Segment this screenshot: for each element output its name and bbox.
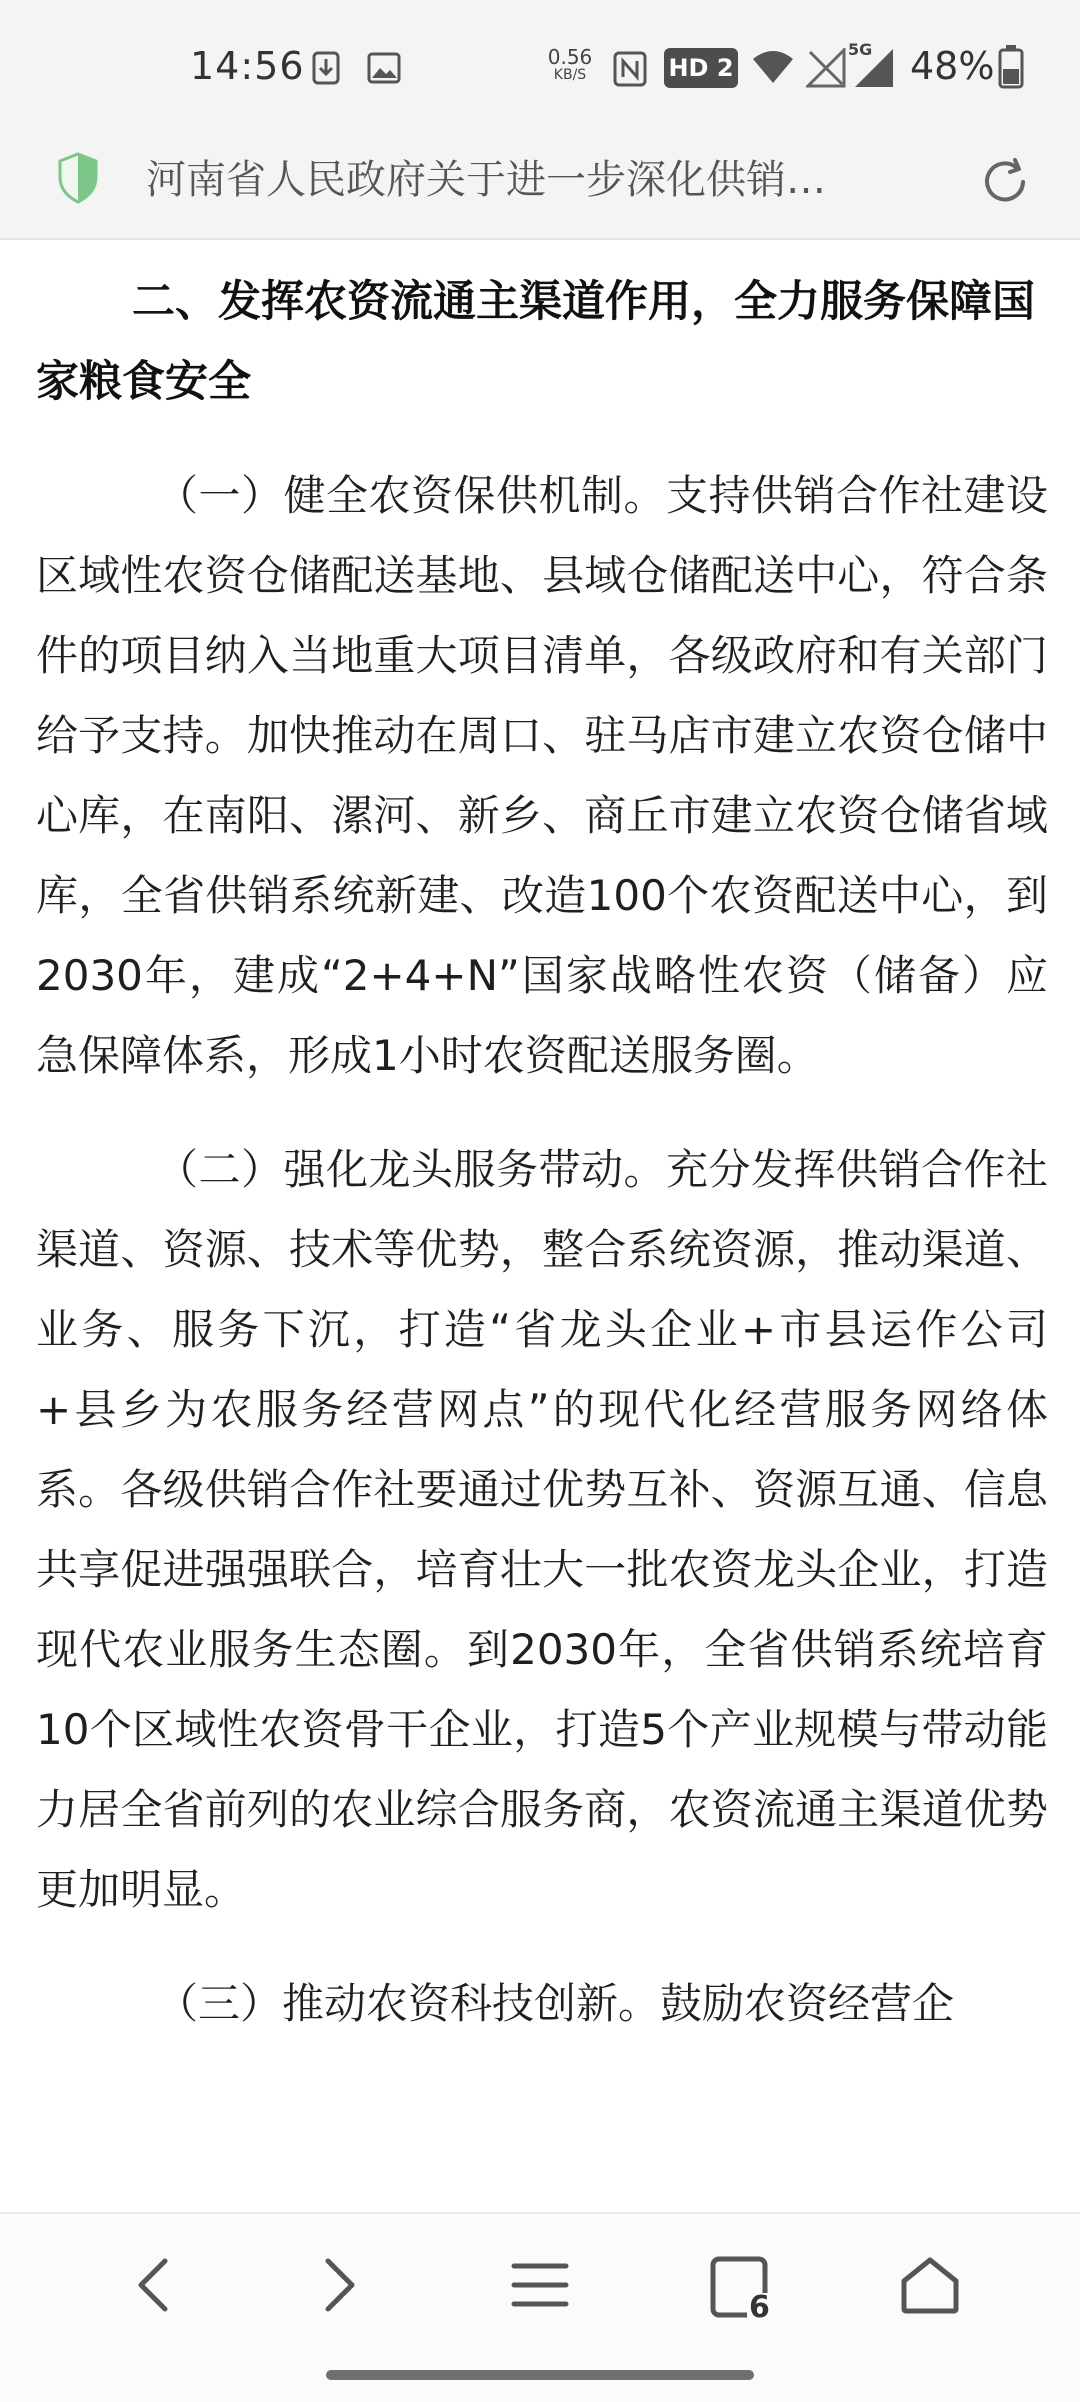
forward-arrow-icon <box>320 2255 360 2319</box>
tabs-button[interactable] <box>697 2242 787 2332</box>
page-title[interactable]: 河南省人民政府关于进一步深化供销… <box>146 157 826 203</box>
section-heading: 二、发挥农资流通主渠道作用，全力服务保障国家粮食安全 <box>36 277 1035 407</box>
forward-button[interactable] <box>295 2242 385 2332</box>
hd-badge: HD 2 <box>664 48 738 88</box>
battery-percent: 48% <box>910 44 995 88</box>
status-bar <box>0 0 1080 130</box>
back-arrow-icon <box>133 2255 173 2319</box>
paragraph-2: （二）强化龙头服务带动。充分发挥供销合作社渠道、资源、技术等优势，整合系统资源，推动渠道、业务、服务下沉，打造“省龙头企业+市县运作公司+县乡为农服务经营网点”的现代化经营服务网络体系。各级供销合作社要通过优势互补、资源互通、信息共享促进强强联合，培育壮大一批农资龙头企业，打造现代农业服务生态圈。到2030年，全省供销系统培育10个区域性农资骨干企业，打造5个产业规模与带动能力居全省前列的农业综合服务商，农资流通主渠道优势更加明显。 <box>36 1145 1048 1914</box>
battery-icon <box>996 42 1026 92</box>
back-button[interactable] <box>108 2242 198 2332</box>
menu-icon <box>510 2260 570 2314</box>
signal-no-service-icon <box>804 46 848 90</box>
shield-icon[interactable] <box>54 148 102 208</box>
download-icon <box>308 48 344 88</box>
menu-button[interactable] <box>495 2242 585 2332</box>
tabs-icon <box>707 2255 777 2325</box>
paragraph-1: （一）健全农资保供机制。支持供销合作社建设区域性农资仓储配送基地、县域仓储配送中心，符合条件的项目纳入当地重大项目清单，各级政府和有关部门给予支持。加快推动在周口、驻马店市建立农资仓储中心库，在南阳、漯河、新乡、商丘市建立农资仓储省域库，全省供销系统新建、改造100个农资配送中心，到2030年，建成“2+4+N”国家战略性农资（储备）应急保障体系，形成1小时农资配送服务圈。 <box>36 471 1048 1080</box>
wifi-icon <box>750 46 796 88</box>
home-icon <box>898 2255 962 2319</box>
signal-5g-label: 5G <box>848 40 873 59</box>
network-speed: 0.56 KB/S <box>547 45 593 83</box>
image-icon <box>364 48 404 88</box>
status-time: 14:56 <box>190 44 305 88</box>
refresh-icon[interactable] <box>975 152 1035 212</box>
article-content[interactable] <box>36 262 1048 2202</box>
home-indicator[interactable] <box>326 2370 754 2380</box>
home-button[interactable] <box>885 2242 975 2332</box>
tab-count: 6 <box>749 2290 770 2325</box>
paragraph-3: （三）推动农资科技创新。鼓励农资经营企 <box>156 1979 955 2028</box>
browser-address-bar[interactable] <box>0 130 1080 240</box>
nfc-icon <box>610 48 650 90</box>
